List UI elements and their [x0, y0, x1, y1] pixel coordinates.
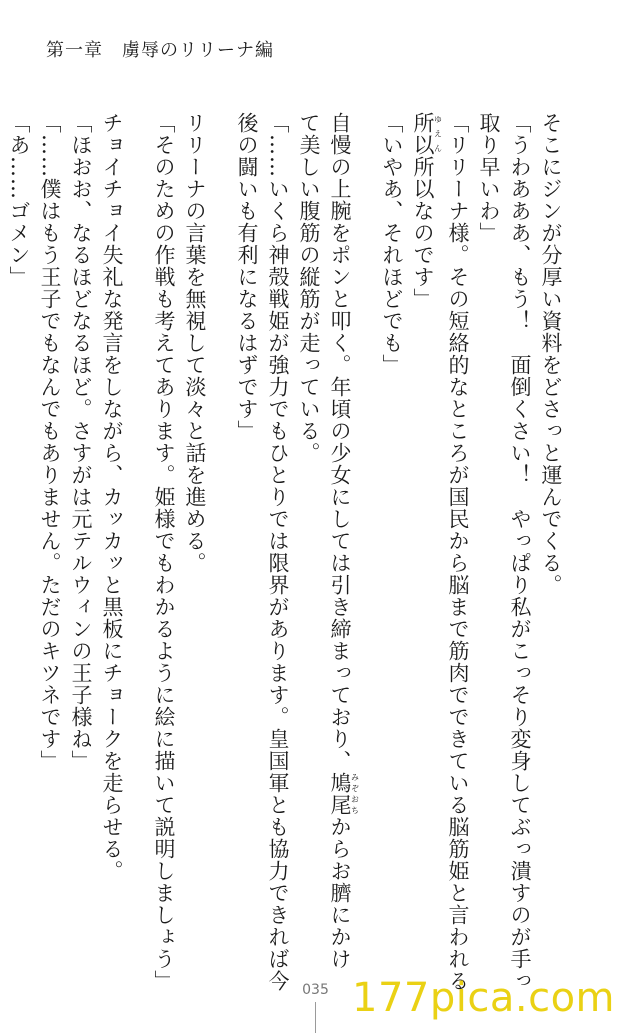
- running-header: [46, 36, 274, 62]
- text-line-with-ruby: [324, 112, 376, 970]
- text-line: て美しい腹筋の縦筋が走っている。: [297, 112, 321, 464]
- text-line: チョイチョイ失礼な発言をしながら、カッカッと黒板にチョークを走らせる。: [100, 112, 124, 882]
- text-line: そこにジンが分厚い資料をどさっと運んでくる。: [539, 112, 563, 596]
- ruby-base: 所以: [411, 112, 435, 156]
- dialogue-line: 後の闘いも有利になるはずです」: [235, 112, 259, 442]
- dialogue-line: 「うわあああ、もう！ 面倒くさい！ やっぱり私がこっそり変身してぶっ潰すのが手っ: [508, 112, 532, 992]
- ruby-reading: ゆえん: [433, 112, 443, 156]
- dialogue-line: 「そのための作戦も考えてあります。姫様でもわかるように絵に描いて説明しましょう」: [152, 112, 176, 992]
- page-number-rule: [315, 1002, 316, 1033]
- dialogue-line: 「あ……ゴメン」: [7, 112, 31, 288]
- site-watermark: 177pica.com: [352, 975, 615, 1021]
- ruby-mizoochi: [328, 772, 360, 816]
- dialogue-line: 「いやあ、それほどでも」: [380, 112, 404, 376]
- text-line-end: からお臍にかけ: [328, 816, 352, 970]
- ruby-reading: みぞおち: [350, 772, 360, 816]
- text-line-start: 自慢の上腕をポンと叩く。年頃の少女にしては引き締まっており、: [328, 112, 352, 772]
- dialogue-line: 「……いくら神殻戦姫が強力でもひとりでは限界があります。皇国軍とも協力できれば今: [266, 112, 290, 992]
- dialogue-line: 「リリーナ様。その短絡的なところが国民から脳まで筋肉でできている脳筋姫と言われる: [446, 112, 470, 992]
- ruby-base: 鳩尾: [328, 772, 352, 816]
- dialogue-line-with-ruby: [407, 112, 442, 912]
- dialogue-line: 「……僕はもう王子でもなんでもありません。ただのキツネです」: [38, 112, 62, 772]
- chapter-title: 虜辱のリリーナ編: [122, 40, 274, 61]
- page-number: 035: [302, 982, 329, 998]
- text-line: リリーナの言葉を無視して淡々と話を進める。: [183, 112, 207, 574]
- dialogue-line-rest: 所以なのです」: [411, 156, 435, 310]
- ruby-yuen: [411, 112, 443, 156]
- dialogue-line: 取り早いわ」: [477, 112, 501, 244]
- dialogue-line: 「ほおお、なるほどなるほど。さすがは元テルウィンの王子様ね」: [69, 112, 93, 772]
- chapter-label: 第一章: [46, 40, 103, 61]
